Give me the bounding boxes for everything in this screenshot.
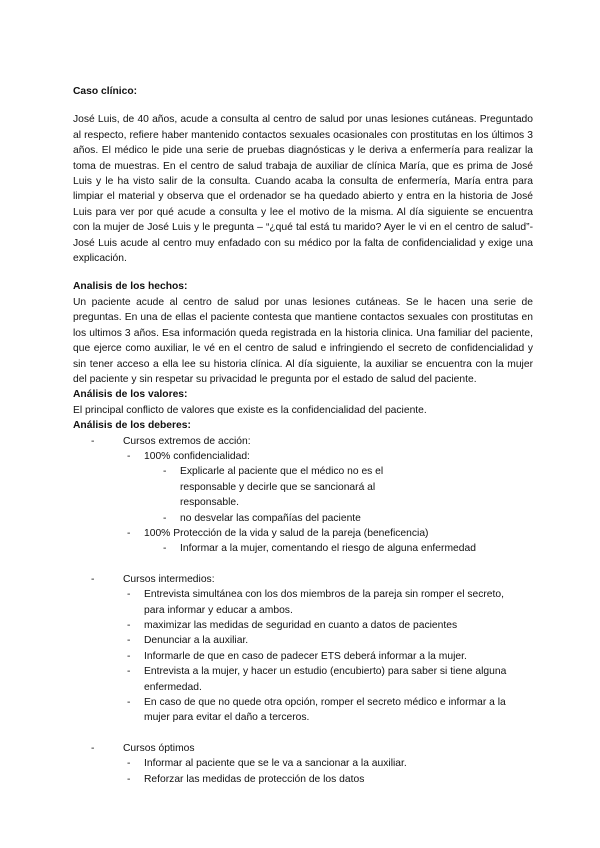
bullet-dash: - bbox=[163, 512, 167, 524]
sub-course-label: 100% Protección de la vida y salud de la pareja (beneficencia) bbox=[144, 527, 429, 539]
list-item bbox=[73, 649, 533, 664]
document-body bbox=[73, 84, 533, 787]
list-item bbox=[73, 434, 533, 449]
list-item bbox=[73, 541, 533, 556]
bullet-dash: - bbox=[163, 543, 167, 555]
list-item bbox=[73, 572, 533, 587]
list-item bbox=[73, 633, 533, 648]
bullet-dash: - bbox=[127, 773, 131, 785]
bullet-dash: - bbox=[127, 450, 131, 462]
list-item bbox=[73, 449, 533, 464]
bullet-dash: - bbox=[91, 742, 95, 754]
list-item bbox=[73, 756, 533, 771]
list-item-text: Reforzar las medidas de protección de los datos bbox=[144, 773, 365, 785]
list-item-text: no desvelar las compañías del paciente bbox=[180, 512, 361, 524]
bullet-dash: - bbox=[127, 589, 131, 601]
bullet-dash: - bbox=[163, 466, 167, 478]
list-item-text: Entrevista a la mujer, y hacer un estudio (encubierto) para saber si tiene alguna enfermedad. bbox=[144, 666, 507, 693]
values-paragraph: El principal conflicto de valores que existe es la confidencialidad del paciente. bbox=[73, 404, 427, 416]
bullet-dash: - bbox=[127, 666, 131, 678]
list-item-text: Informarle de que en caso de padecer ETS deberá informar a la mujer. bbox=[144, 650, 467, 662]
list-item-text: Informar al paciente que se le va a sancionar a la auxiliar. bbox=[144, 758, 407, 770]
list-item-text: maximizar las medidas de seguridad en cuanto a datos de pacientes bbox=[144, 620, 458, 631]
list-item bbox=[73, 772, 533, 787]
list-item-text: Informar a la mujer, comentando el riesgo de alguna enfermedad bbox=[180, 543, 476, 555]
extreme-courses-label: Cursos extremos de acción: bbox=[123, 435, 251, 447]
list-item-text: En caso de que no quede otra opción, romper el secreto médico e informar a la mujer para evitar el daño a terceros. bbox=[144, 697, 506, 724]
list-item bbox=[73, 664, 533, 695]
list-item-text: Explicarle al paciente que el médico no es el responsable y decirle que se sancionará al responsable. bbox=[180, 466, 384, 509]
bullet-dash: - bbox=[91, 573, 95, 585]
bullet-dash: - bbox=[127, 635, 131, 647]
list-item bbox=[73, 587, 533, 618]
optimal-courses-label: Cursos óptimos bbox=[123, 742, 195, 754]
list-item bbox=[73, 618, 533, 633]
case-title: Caso clínico: bbox=[73, 86, 138, 97]
facts-heading: Analisis de los hechos: bbox=[73, 281, 188, 293]
bullet-dash: - bbox=[127, 620, 131, 631]
bullet-dash: - bbox=[127, 650, 131, 662]
list-item bbox=[73, 526, 533, 541]
duties-heading: Análisis de los deberes: bbox=[73, 420, 191, 432]
list-item-text: Denunciar a la auxiliar. bbox=[144, 635, 249, 647]
intermediate-courses-label: Cursos intermedios: bbox=[123, 573, 215, 585]
bullet-dash: - bbox=[127, 758, 131, 770]
sub-course-label: 100% confidencialidad: bbox=[144, 450, 250, 462]
facts-paragraph: Un paciente acude al centro de salud por unas lesiones cutáneas. Se le hacen una serie de preguntas. En una de ellas el paciente contesta que mantiene contactos sexuales con prostitutas en los ultimos 3 años. Esa información queda registrada en la historia clinica. Una familiar del paciente, que ejerce como auxiliar, le vé en el centro de salud e infringiendo el secreto de confidencialidad y sin tener acceso a ella lee su historia clínica. Al día siguiente, la auxiliar se encuentra con la mujer del paciente y sin respetar su privacidad le pregunta por el estado de salud del paciente. bbox=[73, 296, 533, 385]
bullet-dash: - bbox=[127, 697, 131, 709]
list-item bbox=[73, 464, 533, 510]
courses-list bbox=[73, 434, 533, 788]
list-item bbox=[73, 741, 533, 756]
case-paragraph: José Luis, de 40 años, acude a consulta al centro de salud por unas lesiones cutáneas. Preguntado al respecto, refiere haber mantenido contactos sexuales ocasionales con prostitutas en los últimos 3 años. El médico le pide una serie de pruebas diagnósticas y le deriva a enfermería para realizar la toma de muestras. En el centro de salud trabaja de auxiliar de clínica María, que es prima de José Luis y le ha visto salir de la consulta. Cuando acaba la consulta de enfermería, María entra para limpiar el material y observa que el ordenador se ha quedado abierto y entra en la historia de José Luis para ver por qué acude a consulta y lee el motivo de la misma. Al día siguiente se encuentra con la mujer de José Luis y le pregunta – “¿qué tal está tu marido? Ayer le vi en el centro de salud”- José Luis acude al centro muy enfadado con su médico por la falta de confidencialidad y exige una explicación. bbox=[73, 114, 533, 265]
bullet-dash: - bbox=[91, 435, 95, 447]
list-item bbox=[73, 511, 533, 526]
bullet-dash: - bbox=[127, 527, 131, 539]
list-item bbox=[73, 695, 533, 726]
list-item-text: Entrevista simultánea con los dos miembros de la pareja sin romper el secreto, para informar y educar a ambos. bbox=[144, 589, 504, 616]
values-heading: Análisis de los valores: bbox=[73, 389, 188, 401]
